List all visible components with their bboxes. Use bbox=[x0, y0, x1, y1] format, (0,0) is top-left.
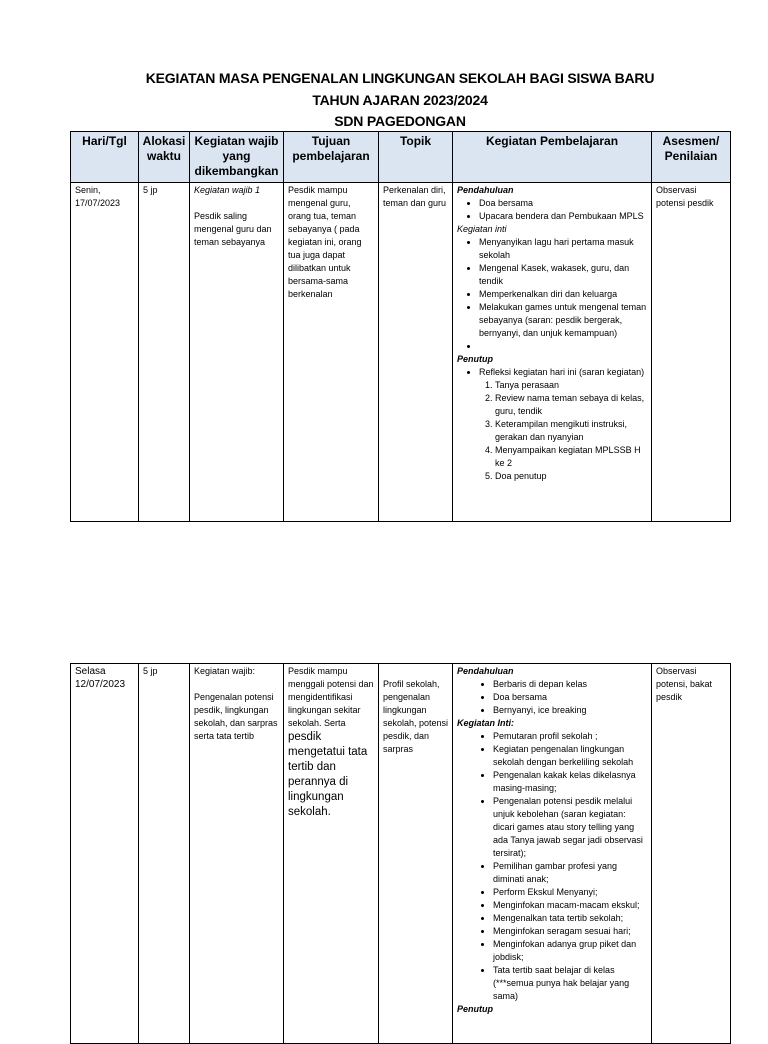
list-item: • Pemilihan gambar profesi yang diminati anak; bbox=[493, 860, 648, 886]
header-topik: Topik bbox=[379, 132, 453, 183]
topik-text: Perkenalan diri, teman dan guru bbox=[383, 185, 447, 208]
cell-topik bbox=[379, 183, 453, 522]
tujuan-text: Pesdik mampu menggali potensi dan mengidentifikasi lingkungan sekitar sekolah. Serta bbox=[288, 666, 374, 728]
list-item: • Bernyanyi, ice breaking bbox=[493, 704, 648, 717]
hari-text: Selasa 12/07/2023 bbox=[75, 666, 126, 690]
cell-topik bbox=[379, 664, 453, 1044]
cell-kegiatan bbox=[190, 183, 284, 522]
list-item: • Tata tertib saat belajar di kelas (***semua punya hak belajar yang sama) bbox=[493, 964, 648, 1003]
penutup-numbered-list bbox=[479, 379, 648, 483]
kegiatan-desc: Pengenalan potensi pesdik, lingkungan sekolah, dan sarpras serta tata tertib bbox=[194, 692, 278, 741]
list-item: • Melakukan games untuk mengenal teman sebayanya (saran: pesdik bergerak, bernyanyi, dan unjuk kemampuan) bbox=[479, 301, 648, 340]
list-item: 4. Menyampaikan kegiatan MPLSSB H ke 2 bbox=[495, 444, 648, 470]
cell-tujuan bbox=[284, 664, 379, 1044]
asesmen-text: Observasi potensi, bakat pesdik bbox=[656, 666, 713, 702]
pendahuluan-title: Pendahuluan bbox=[457, 185, 514, 195]
penutup-intro: Refleksi kegiatan hari ini (saran kegiatan) bbox=[479, 367, 645, 377]
cell-asesmen bbox=[652, 183, 731, 522]
cell-kegiatan-pembelajaran bbox=[453, 664, 652, 1044]
tujuan-text: Pesdik mampu mengenal guru, orang tua, teman sebayanya ( pada kegiatan ini, orang tua juga dapat dilibatkan untuk bersama-sama berkenalan bbox=[288, 185, 362, 299]
alokasi-text: 5 jp bbox=[143, 666, 158, 676]
cell-tujuan bbox=[284, 183, 379, 522]
schedule-table-day1 bbox=[70, 131, 731, 522]
list-item: • Menginfokan adanya grup piket dan jobdisk; bbox=[493, 938, 648, 964]
header-kegiatan-wajib: Kegiatan wajib yang dikembangkan bbox=[190, 132, 284, 183]
pendahuluan-title: Pendahuluan bbox=[457, 666, 514, 676]
pendahuluan-list bbox=[457, 678, 648, 717]
kegiatan-label: Kegiatan wajib 1 bbox=[194, 185, 261, 195]
list-item: • Perform Ekskul Menyanyi; bbox=[493, 886, 648, 899]
cell-hari bbox=[71, 664, 139, 1044]
list-item bbox=[479, 340, 648, 353]
topik-text: Profil sekolah, pengenalan lingkungan sekolah, potensi pesdik, dan sarpras bbox=[383, 679, 449, 754]
list-item: • Menginfokan seragam sesuai hari; bbox=[493, 925, 648, 938]
list-item: • Doa bersama bbox=[493, 691, 648, 704]
header-kegiatan-pembelajaran: Kegiatan Pembelajaran bbox=[453, 132, 652, 183]
kegiatan-label: Kegiatan wajib: bbox=[194, 666, 256, 676]
document-title-line1: KEGIATAN MASA PENGENALAN LINGKUNGAN SEKOLAH BAGI SISWA BARU bbox=[145, 70, 655, 86]
list-item: • Doa bersama bbox=[479, 197, 648, 210]
penutup-title: Penutup bbox=[457, 354, 493, 364]
document-title-line3: SDN PAGEDONGAN bbox=[334, 113, 466, 129]
table-header-row bbox=[71, 132, 731, 183]
cell-hari bbox=[71, 183, 139, 522]
document-title-line2: TAHUN AJARAN 2023/2024 bbox=[312, 92, 488, 108]
list-item: • Memperkenalkan diri dan keluarga bbox=[479, 288, 648, 301]
cell-alokasi bbox=[139, 664, 190, 1044]
kegiatan-desc: Pesdik saling mengenal guru dan teman sebayanya bbox=[194, 211, 272, 247]
schedule-table-day2 bbox=[70, 663, 731, 1044]
list-item: 2. Review nama teman sebaya di kelas, guru, tendik bbox=[495, 392, 648, 418]
list-item: • Mengenal Kasek, wakasek, guru, dan tendik bbox=[479, 262, 648, 288]
header-alokasi: Alokasi waktu bbox=[139, 132, 190, 183]
list-item: • Kegiatan pengenalan lingkungan sekolah dengan berkeliling sekolah bbox=[493, 743, 648, 769]
header-asesmen: Asesmen/ Penilaian bbox=[652, 132, 731, 183]
penutup-title: Penutup bbox=[457, 1004, 493, 1014]
table-row bbox=[71, 664, 731, 1044]
list-item: • Pengenalan potensi pesdik melalui unjuk kebolehan (saran kegiatan: dicari games atau story telling yang ada Tanya jawab segar jadi observasi tersirat); bbox=[493, 795, 648, 860]
cell-asesmen bbox=[652, 664, 731, 1044]
header-tujuan: Tujuan pembelajaran bbox=[284, 132, 379, 183]
list-item: 1. Tanya perasaan bbox=[495, 379, 648, 392]
tujuan-text-large: pesdik mengetatui tata tertib dan perannya di lingkungan sekolah. bbox=[288, 731, 368, 818]
cell-kegiatan-pembelajaran bbox=[453, 183, 652, 522]
penutup-list bbox=[457, 366, 648, 483]
cell-alokasi bbox=[139, 183, 190, 522]
cell-kegiatan bbox=[190, 664, 284, 1044]
inti-title: Kegiatan Inti: bbox=[457, 718, 515, 728]
list-item: 5. Doa penutup bbox=[495, 470, 648, 483]
pendahuluan-list bbox=[457, 197, 648, 223]
inti-list bbox=[457, 730, 648, 1003]
list-item: • Menyanyikan lagu hari pertama masuk sekolah bbox=[479, 236, 648, 262]
list-item: • Upacara bendera dan Pembukaan MPLS bbox=[479, 210, 648, 223]
inti-list bbox=[457, 236, 648, 353]
asesmen-text: Observasi potensi pesdik bbox=[656, 185, 714, 208]
table-row bbox=[71, 183, 731, 522]
header-hari: Hari/Tgl bbox=[71, 132, 139, 183]
list-item bbox=[479, 366, 648, 483]
list-item: • Menginfokan macam-macam ekskul; bbox=[493, 899, 648, 912]
inti-title: Kegiatan inti bbox=[457, 224, 507, 234]
list-item: • Pengenalan kakak kelas dikelasnya masing-masing; bbox=[493, 769, 648, 795]
list-item: 3. Keterampilan mengikuti instruksi, gerakan dan nyanyian bbox=[495, 418, 648, 444]
alokasi-text: 5 jp bbox=[143, 185, 158, 195]
list-item: • Pemutaran profil sekolah ; bbox=[493, 730, 648, 743]
hari-text: Senin, 17/07/2023 bbox=[75, 185, 121, 208]
list-item: • Berbaris di depan kelas bbox=[493, 678, 648, 691]
list-item: • Mengenalkan tata tertib sekolah; bbox=[493, 912, 648, 925]
